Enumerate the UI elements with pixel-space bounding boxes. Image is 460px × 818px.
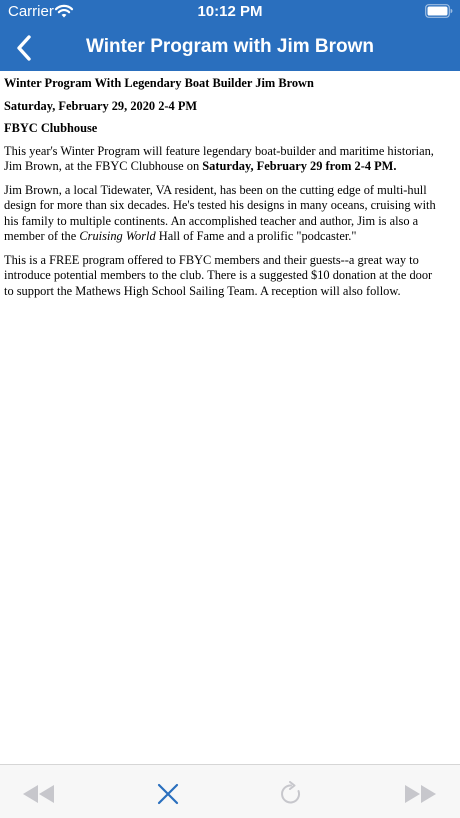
paragraph-bio xyxy=(4,183,444,245)
article-title: Winter Program With Legendary Boat Builder Jim Brown xyxy=(4,76,314,90)
back-button[interactable] xyxy=(6,30,42,66)
browser-forward-button[interactable] xyxy=(403,781,437,807)
close-icon xyxy=(157,783,179,805)
carrier-label: Carrier xyxy=(8,3,54,20)
page-title: Winter Program with Jim Brown xyxy=(85,36,375,57)
navigation-bar xyxy=(0,24,460,71)
status-bar xyxy=(0,0,460,24)
paragraph-details: This is a FREE program offered to FBYC members and their guests--a great way to introduce potential members to the club. There is a suggested $10 donation at the door to support the Mathews High School Sailing Team. A reception will also follow. xyxy=(4,252,433,298)
chevron-left-icon xyxy=(16,35,32,61)
browser-toolbar xyxy=(0,764,460,818)
reload-button[interactable] xyxy=(274,781,308,807)
stop-button[interactable] xyxy=(151,781,185,807)
paragraph-bio-end: Hall of Fame and a prolific "podcaster." xyxy=(155,229,357,243)
paragraph-intro-date: Saturday, February 29 from 2-4 PM. xyxy=(202,159,397,173)
event-date: Saturday, February 29, 2020 2-4 PM xyxy=(4,98,198,113)
battery-icon xyxy=(425,4,453,18)
fast-forward-icon xyxy=(403,783,437,805)
paragraph-intro-text: This year's Winter Program will feature legendary boat-builder and maritime historian, Jim Brown, at the FBYC Clubhouse on xyxy=(4,143,434,173)
paragraph-intro xyxy=(4,144,444,175)
event-location: FBYC Clubhouse xyxy=(4,121,98,135)
clock-time: 10:12 PM xyxy=(197,3,263,20)
rewind-icon xyxy=(22,783,56,805)
browser-back-button[interactable] xyxy=(22,781,56,807)
paragraph-bio-text: Jim Brown, a local Tidewater, VA resident, has been on the cutting edge of multi-hull design for more than six decades. He's tested his designs in many oceans, cruising with his family to multiple continents. An accomplished teacher and author, Jim is also a member of the xyxy=(4,182,436,243)
article-content xyxy=(4,71,444,299)
magazine-name: Cruising World xyxy=(79,229,156,243)
reload-icon xyxy=(279,781,303,807)
